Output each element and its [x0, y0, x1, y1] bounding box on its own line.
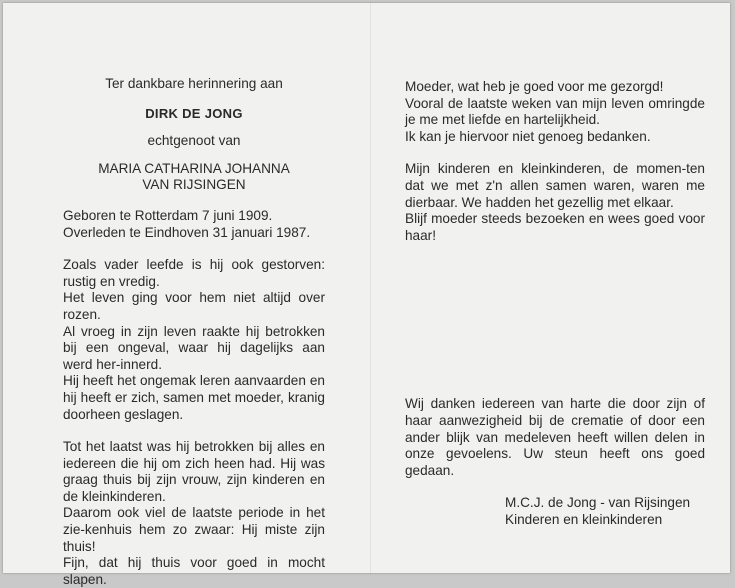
spouse-name-line1: MARIA CATHARINA JOHANNA [98, 160, 290, 176]
deceased-name: DIRK DE JONG [145, 105, 243, 121]
signature-line2: Kinderen en kleinkinderen [505, 511, 663, 527]
signature-line1: M.C.J. de Jong - van Rijsingen [505, 495, 691, 511]
message-line: Vooral de laatste weken van mijn leven omringde je me met liefde en hartelijkheid. [405, 95, 705, 128]
right-page [405, 79, 705, 529]
tribute-line: Tot het laatst was hij betrokken bij alles en iedereen die hij om zich heen had. Hij was graag thuis bij zijn vrouw, zijn kinderen en de kleinkinderen. [63, 439, 325, 504]
tribute-line: Hij heeft het ongemak leren aanvaarden en hij heeft er zich, samen met moeder, kranig doorheen geslagen. [63, 373, 325, 422]
card-fold-line [370, 3, 371, 573]
message-line: Mijn kinderen en kleinkinderen, de momen-ten dat we met z'n allen samen waren, waren me dierbaar. We hadden het gezellig met elkaar. [405, 161, 705, 210]
tribute-line: Fijn, dat hij thuis voor goed in mocht slapen. [63, 555, 325, 587]
tribute-line: Al vroeg in zijn leven raakte hij betrokken bij een ongeval, waar hij dagelijks aan werd her-innerd. [63, 323, 325, 372]
dedication-text: Ter dankbare herinnering aan [105, 76, 283, 91]
tribute-line: Het leven ging voor hem niet altijd over rozen. [63, 290, 325, 322]
birth-info: Geboren te Rotterdam 7 juni 1909. [63, 207, 273, 223]
left-page [63, 76, 325, 588]
thanks-text: Wij danken iedereen van harte die door zijn of haar aanwezigheid bij de crematie of door een ander blijk van medeleven heeft willen delen in onze gevoelens. Uw steun heeft ons goed gedaan. [405, 396, 705, 478]
spouse-name-line2: VAN RIJSINGEN [142, 177, 246, 193]
message-line: Ik kan je hiervoor niet genoeg bedanken. [405, 128, 651, 144]
memorial-card [3, 3, 730, 587]
message-line: Blijf moeder steeds bezoeken en wees goed voor haar! [405, 211, 705, 243]
death-info: Overleden te Eindhoven 31 januari 1987. [63, 224, 311, 240]
spouse-intro: echtgenoot van [147, 133, 241, 149]
tribute-line: Daarom ook viel de laatste periode in het zie-kenhuis hem zo zwaar: Hij miste zijn thuis! [63, 505, 325, 554]
tribute-line: Zoals vader leefde is hij ook gestorven: rustig en vredig. [63, 257, 325, 289]
message-line: Moeder, wat heb je goed voor me gezorgd! [405, 79, 664, 94]
